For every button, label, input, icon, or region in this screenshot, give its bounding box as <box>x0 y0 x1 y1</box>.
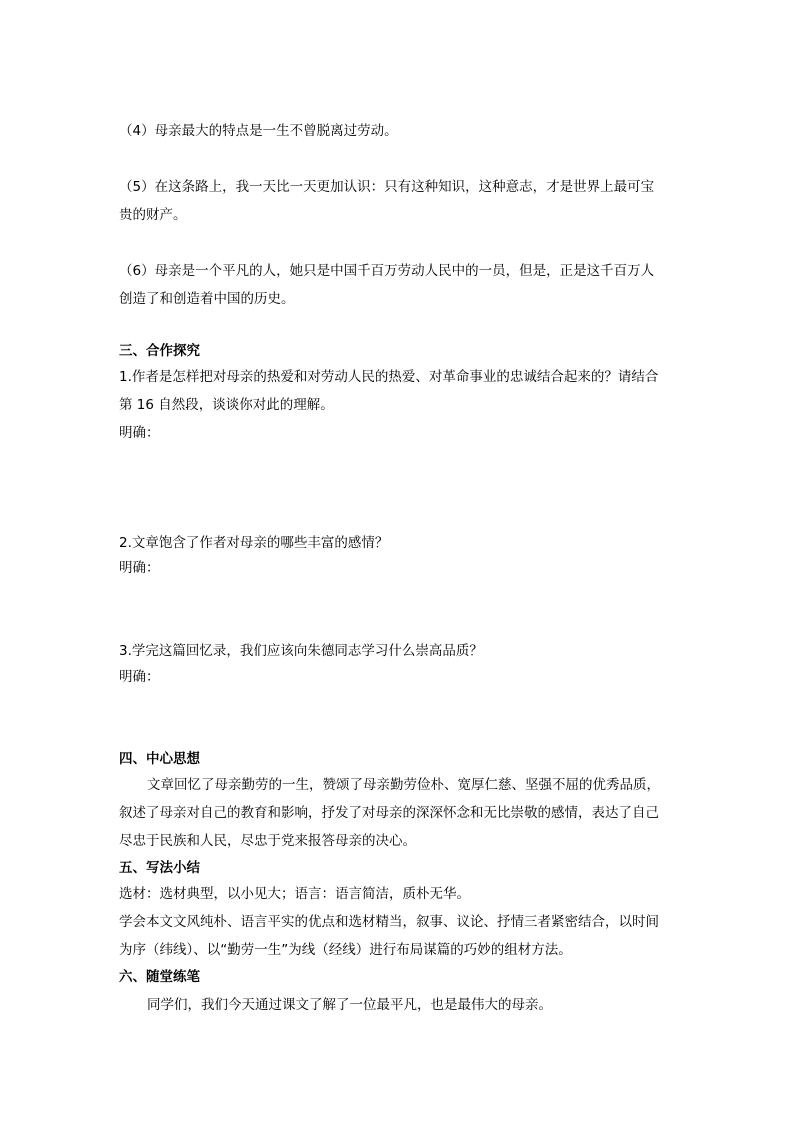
section-5-line2: 学会本文文风纯朴、语言平实的优点和选材精当，叙事、议论、抒情三者紧密结合，以时间 <box>119 914 659 930</box>
section-5-line3: 为序（纬线）、以“勤劳一生”为线（经线）进行布局谋篇的巧妙的组材方法。 <box>119 942 572 958</box>
section-4-line2: 叙述了母亲对自己的教育和影响，抒发了对母亲的深深怀念和无比崇敬的感情，表达了自己 <box>119 805 659 821</box>
section-6-line1: 同学们，我们今天通过课文了解了一位最平凡，也是最伟大的母亲。 <box>147 997 552 1013</box>
item-5-text-line2: 贵的财产。 <box>119 207 187 223</box>
question-2-answer-label: 明确： <box>119 560 160 576</box>
item-6-text-line1: （6）母亲是一个平凡的人，她只是中国千百万劳动人民中的一员，但是，正是这千百万人 <box>119 263 655 279</box>
section-5-heading: 五、写法小结 <box>119 860 200 876</box>
section-3-heading: 三、合作探究 <box>119 343 200 359</box>
section-6-heading: 六、随堂练笔 <box>119 969 200 985</box>
question-3-text: 3.学完这篇回忆录，我们应该向朱德同志学习什么崇高品质？ <box>119 643 483 659</box>
question-1-line1: 1.作者是怎样把对母亲的热爱和对劳动人民的热爱、对革命事业的忠诚结合起来的？请结合 <box>119 369 659 385</box>
question-1-line2: 第 16 自然段，谈谈你对此的理解。 <box>119 397 334 413</box>
section-4-line3: 尽忠于民族和人民，尽忠于党来报答母亲的决心。 <box>119 833 416 849</box>
item-4-text: （4）母亲最大的特点是一生不曾脱离过劳动。 <box>119 123 398 139</box>
question-2-text: 2.文章饱含了作者对母亲的哪些丰富的感情？ <box>119 535 389 551</box>
question-1-answer-label: 明确： <box>119 425 160 441</box>
question-3-answer-label: 明确： <box>119 669 160 685</box>
section-4-heading: 四、中心思想 <box>119 751 200 767</box>
item-5-text-line1: （5）在这条路上，我一天比一天更加认识：只有这种知识，这种意志，才是世界上最可宝 <box>119 179 655 195</box>
section-5-line1: 选材：选材典型，以小见大；语言：语言简洁，质朴无华。 <box>119 886 470 902</box>
section-4-line1: 文章回忆了母亲勤劳的一生，赞颂了母亲勤劳俭朴、宽厚仁慈、坚强不屈的优秀品质， <box>147 777 660 793</box>
item-6-text-line2: 创造了和创造着中国的历史。 <box>119 291 295 307</box>
